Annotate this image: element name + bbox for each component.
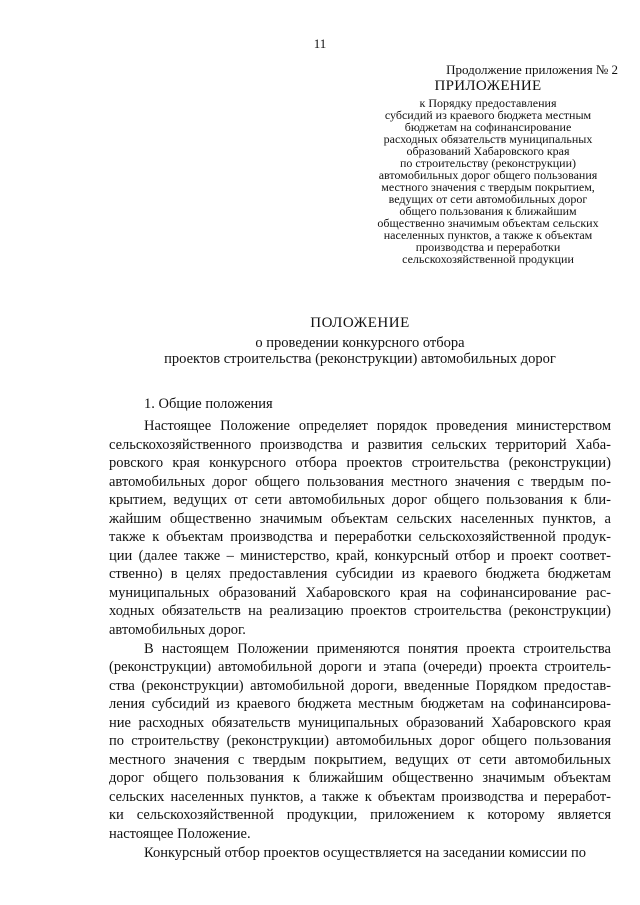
paragraph-line: Настоящее Положение определяет порядок проведения министерством xyxy=(144,418,611,434)
appendix-line: субсидий из краевого бюджета местным xyxy=(384,108,592,122)
paragraph-line: автомобильных дорог. xyxy=(109,622,246,639)
paragraph-line: муниципальных образований Хабаровского края на софинансирование рас- xyxy=(109,584,611,601)
appendix-header xyxy=(358,62,618,265)
paragraph-line: ления субсидий из краевого бюджета местным бюджетам на софинансирова- xyxy=(109,696,611,713)
paragraph-line: по строительству (реконструкции) автомобильных дорог общего пользования xyxy=(109,733,611,750)
paragraph xyxy=(109,640,611,844)
paragraph xyxy=(109,417,611,640)
appendix-line: населенных пунктов, а также к объектам xyxy=(383,228,593,242)
appendix-line: бюджетам на софинансирование xyxy=(404,120,572,134)
paragraph-line: жайшим общественно значимым объектам сельских населенных пунктов, а xyxy=(109,510,611,527)
appendix-line: общего пользования к ближайшим xyxy=(399,204,577,218)
paragraph-line: автомобильных дорог общего пользования местного значения с твердым по- xyxy=(109,473,611,490)
document-subtitle xyxy=(0,335,640,367)
page-number: 11 xyxy=(313,36,327,51)
paragraph-line: дорог общего пользования к ближайшим общественно значимым объектам xyxy=(109,770,611,787)
paragraph-line: также к объектам производства и переработки сельскохозяйственной продук- xyxy=(109,529,611,546)
appendix-line: ведущих от сети автомобильных дорог xyxy=(388,192,588,206)
appendix-line: общественно значимым объектам сельских xyxy=(377,216,599,230)
appendix-line: образований Хабаровского края xyxy=(406,144,570,158)
paragraph xyxy=(109,844,611,863)
paragraph-line: (реконструкции) автомобильной дороги и этапа (очереди) проекта строитель- xyxy=(109,659,611,676)
paragraph-line: ции (далее также – министерство, край, конкурсный отбор и проект соответ- xyxy=(109,547,611,564)
document-subtitle-line: о проведении конкурсного отбора xyxy=(255,335,465,351)
appendix-line: к Порядку предоставления xyxy=(419,96,557,110)
paragraph-line: крытием, ведущих от сети автомобильных дорог общего пользования к бли- xyxy=(109,492,611,509)
document-body xyxy=(109,417,611,862)
paragraph-line: ственно) в целях предоставления субсидии из краевого бюджета бюджетам xyxy=(109,566,611,583)
paragraph-line: настоящее Положение. xyxy=(109,826,251,843)
paragraph-line: Конкурсный отбор проектов осуществляется на заседании комиссии по xyxy=(144,844,586,861)
appendix-line: местного значения с твердым покрытием, xyxy=(381,180,595,194)
document-subtitle-line: проектов строительства (реконструкции) автомобильных дорог xyxy=(164,351,556,367)
appendix-line: автомобильных дорог общего пользования xyxy=(378,168,598,182)
paragraph-line: местного значения с твердым покрытием, ведущих от сети автомобильных xyxy=(109,751,611,768)
appendix-description xyxy=(358,97,618,265)
paragraph-line: ства (реконструкции) автомобильной дороги, введенные Порядком предостав- xyxy=(109,677,611,694)
section-heading: 1. Общие положения xyxy=(144,396,273,412)
appendix-line: сельскохозяйственной продукции xyxy=(402,252,574,266)
paragraph-line: В настоящем Положении применяются понятия проекта строительства xyxy=(144,640,611,657)
paragraph-line: сельскохозяйственного производства и развития сельских территорий Хаба- xyxy=(109,436,611,453)
appendix-line: расходных обязательств муниципальных xyxy=(383,132,593,146)
appendix-title: ПРИЛОЖЕНИЕ xyxy=(434,78,542,94)
paragraph-line: ки сельскохозяйственной продукции, приложением к которому является xyxy=(109,807,611,824)
paragraph-line: сельских населенных пунктов, а также к объектам производства и переработ- xyxy=(109,788,611,805)
paragraph-line: ходных обязательств на реализацию проектов строительства (реконструкции) xyxy=(109,603,611,620)
paragraph-line: ние расходных обязательств муниципальных образований Хабаровского края xyxy=(109,714,611,731)
paragraph-line: ровского края конкурсного отбора проектов строительства (реконструкции) xyxy=(109,455,611,472)
appendix-line: по строительству (реконструкции) xyxy=(399,156,577,170)
appendix-line: производства и переработки xyxy=(415,240,561,254)
appendix-continuation: Продолжение приложения № 2 xyxy=(446,62,618,77)
document-title: ПОЛОЖЕНИЕ xyxy=(310,315,410,331)
